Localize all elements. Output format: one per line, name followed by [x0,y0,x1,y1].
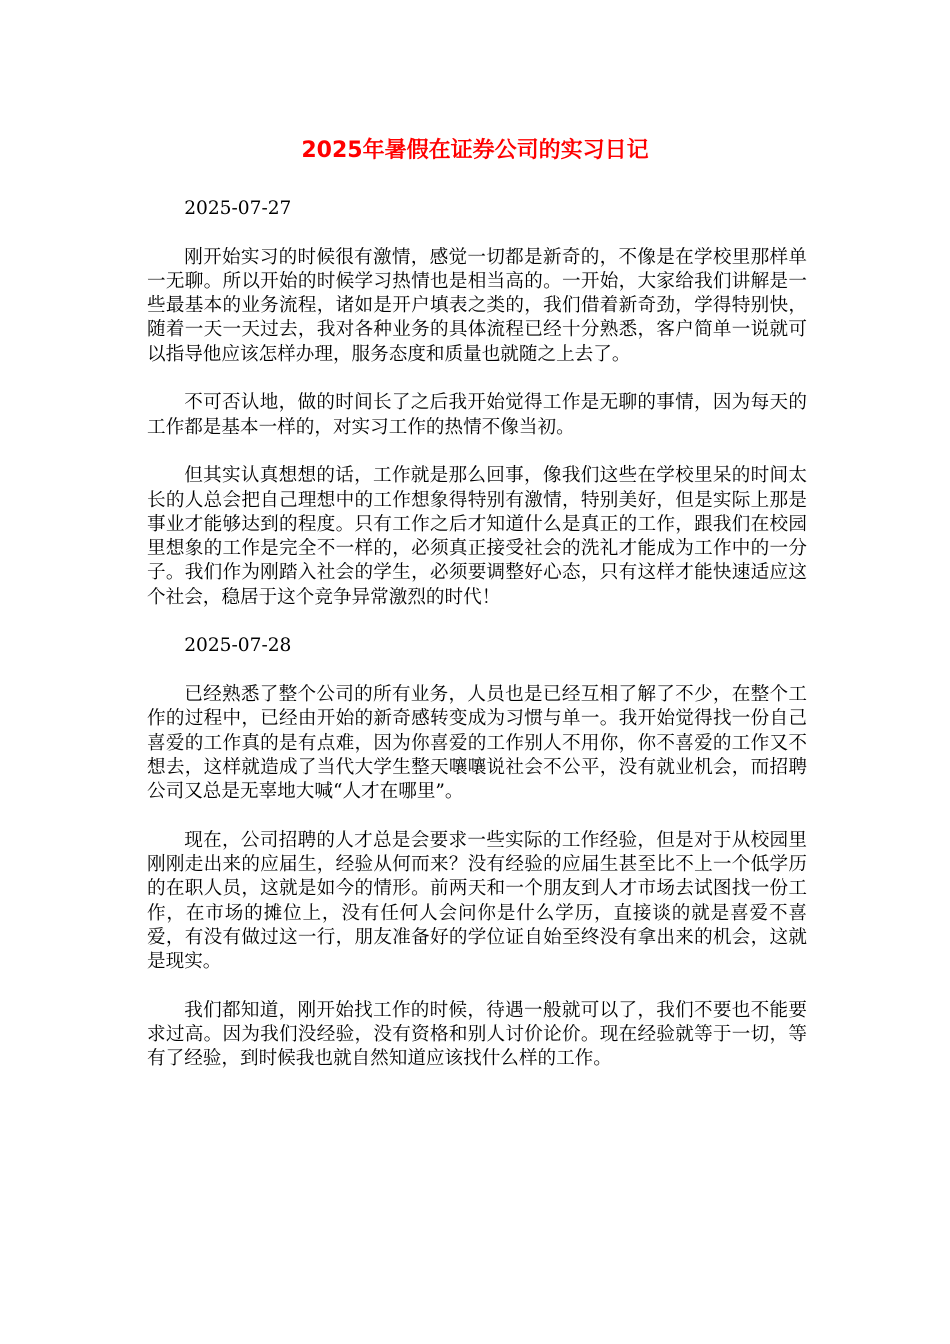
diary-date: 2025-07-27 [184,198,292,219]
paragraph: 现在，公司招聘的人才总是会要求一些实际的工作经验，但是对于从校园里刚刚走出来的应届生，经验从何而来？没有经验的应届生甚至比不上一个低学历的在职人员，这就是如今的情形。前两天和一个朋友到人才市场去试图找一份工作，在市场的摊位上，没有任何人会问你是什么学历，直接谈的就是喜爱不喜爱，有没有做过这一行，朋友准备好的学位证自始至终没有拿出来的机会，这就是现实。 [147,829,807,973]
paragraph: 刚开始实习的时候很有激情，感觉一切都是新奇的，不像是在学校里那样单一无聊。所以开始的时候学习热情也是相当高的。一开始，大家给我们讲解是一些最基本的业务流程，诸如是开户填表之类的，我们借着新奇劲，学得特别快，随着一天一天过去，我对各种业务的具体流程已经十分熟悉，客户简单一说就可以指导他应该怎样办理，服务态度和质量也就随之上去了。 [147,246,807,365]
paragraph: 已经熟悉了整个公司的所有业务，人员也是已经互相了解了不少，在整个工作的过程中，已经由开始的新奇感转变成为习惯与单一。我开始觉得找一份自己喜爱的工作真的是有点难，因为你喜爱的工作别人不用你，你不喜爱的工作又不想去，这样就造成了当代大学生整天嚷嚷说社会不公平，没有就业机会，而招聘公司又总是无辜地大喊“人才在哪里”。 [147,683,807,803]
document-title: 2025年暑假在证券公司的实习日记 [301,138,649,163]
paragraph: 我们都知道，刚开始找工作的时候，待遇一般就可以了，我们不要也不能要求过高。因为我们没经验，没有资格和别人讨价论价。现在经验就等于一切，等有了经验，到时候我也就自然知道应该找什么样的工作。 [147,999,807,1070]
document-body [147,197,807,1096]
paragraph: 不可否认地，做的时间长了之后我开始觉得工作是无聊的事情，因为每天的工作都是基本一样的，对实习工作的热情不像当初。 [147,392,807,438]
paragraph: 但其实认真想想的话，工作就是那么回事，像我们这些在学校里呆的时间太长的人总会把自己理想中的工作想象得特别有激情，特别美好，但是实际上那是事业才能够达到的程度。只有工作之后才知道什么是真正的工作，跟我们在校园里想象的工作是完全不一样的，必须真正接受社会的洗礼才能成为工作中的一分子。我们作为刚踏入社会的学生，必须要调整好心态，只有这样才能快速适应这个社会，稳居于这个竞争异常激烈的时代！ [147,465,807,608]
diary-date: 2025-07-28 [184,635,292,657]
